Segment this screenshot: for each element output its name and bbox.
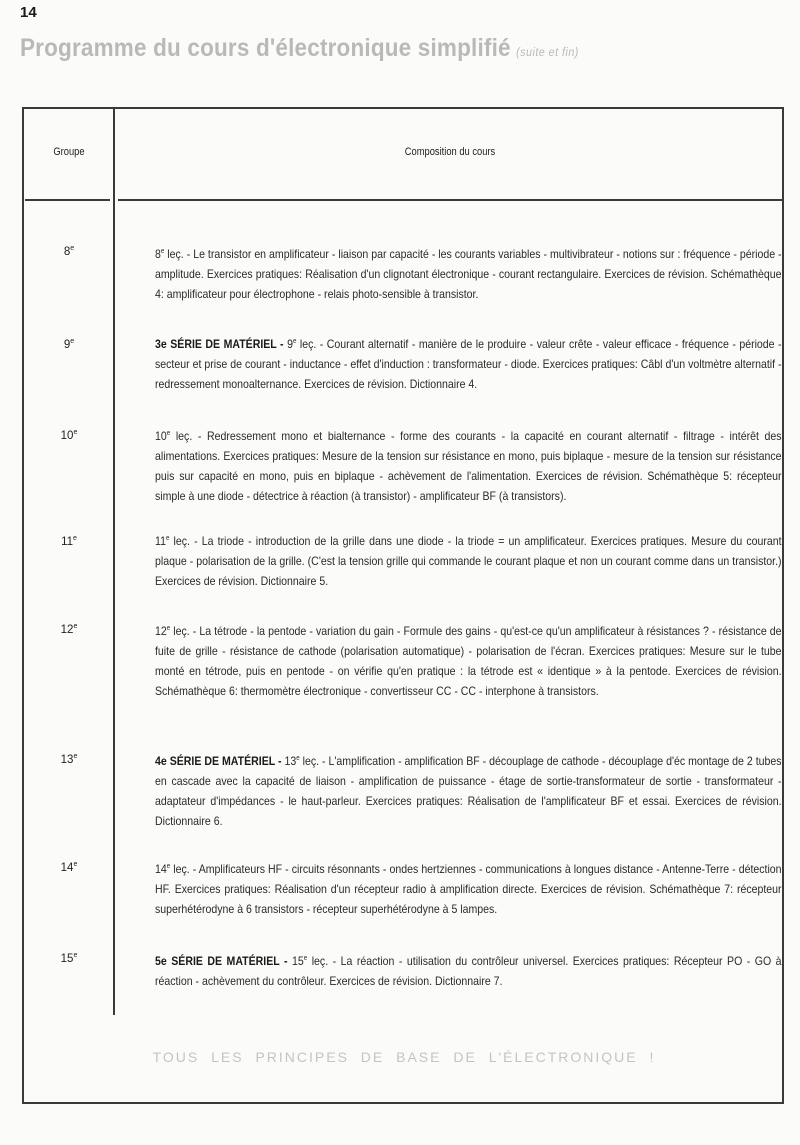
page-subtitle: (suite et fin) bbox=[516, 45, 579, 59]
column-header-composition: Composition du cours bbox=[404, 146, 496, 158]
course-composition: 11e leç. - La triode - introduction de la grille dans une diode - la triode = un amplificateur. Exercices pratiques. Mesure du courant plaque - polarisation de la grille. (C'est la tension grille qui commande le courant plaque et non un courant comme dans un transistor.) Exercices de révision. Dictionnaire 5. bbox=[155, 534, 782, 588]
column-header-groupe: Groupe bbox=[53, 146, 85, 158]
group-number: 12e bbox=[60, 623, 78, 636]
group-number: 15e bbox=[60, 952, 78, 965]
group-number: 13e bbox=[60, 753, 78, 766]
page-title bbox=[20, 34, 579, 63]
footer-slogan: TOUS LES PRINCIPES DE BASE DE L'ÉLECTRONIQUE ! bbox=[152, 1049, 656, 1065]
course-composition: 12e leç. - La tétrode - la pentode - variation du gain - Formule des gains - qu'est-ce qu'un amplificateur à résistances ? - résistance de fuite de grille - résistance de cathode (polarisation automatique) - polarisation de l'écran. Exercices pratiques: Mesure sur le tube monté en tétrode, puis en pentode - on vérifie qu'en pratique : la tétrode est « identique » à la pentode. Exercices de révision. Schémathèque 6: thermomètre électronique - convertisseur CC - CC - interphone à transistors. bbox=[155, 624, 782, 698]
group-number: 14e bbox=[60, 861, 78, 874]
page-title-text: Programme du cours d'électronique simplifié bbox=[20, 34, 511, 62]
group-number: 10e bbox=[60, 429, 78, 442]
course-composition: 14e leç. - Amplificateurs HF - circuits résonnants - ondes hertziennes - communications à longues distance - Antenne-Terre - détection HF. Exercices pratiques: Réalisation d'un récepteur radio à amplification directe. Exercices de révision. Schémathèque 7: récepteur superhétérodyne à 6 transistors - récepteur superhétérodyne à 5 lampes. bbox=[155, 862, 782, 916]
group-number: 11e bbox=[61, 535, 77, 548]
course-composition: 3e SÉRIE DE MATÉRIEL - 9e leç. - Courant alternatif - manière de le produire - valeur crête - valeur efficace - fréquence - période - secteur et prise de courant - inductance - effet d'induction : transformateur - diode. Exercices pratiques: Câbl d'un voltmètre alternatif - redressement monoalternance. Exercices de révision. Dictionnaire 4. bbox=[155, 337, 782, 391]
course-composition: 8e leç. - Le transistor en amplificateur - liaison par capacité - les courants variables - multivibrateur - notions sur : fréquence - période - amplitude. Exercices pratiques: Réalisation d'un clignotant électronique - courant rectangulaire. Exercices de révision. Schémathèque 4: amplificateur pour électrophone - relais photo-sensible à transistor. bbox=[155, 247, 782, 301]
course-composition: 10e leç. - Redressement mono et bialternance - forme des courants - la capacité en courant alternatif - filtrage - intérêt des alimentations. Exercices pratiques: Mesure de la tension sur résistance en mono, puis biplaque - mesure de la tension sur résistance puis sur capacité en mono, puis en biplaque - achèvement de l'alimentation. Exercices de révision. Schémathèque 5: récepteur simple à une diode - détectrice à réaction (à transistor) - amplificateur BF (à transistors). bbox=[155, 429, 782, 503]
course-composition: 5e SÉRIE DE MATÉRIEL - 15e leç. - La réaction - utilisation du contrôleur universel. Exercices pratiques: Récepteur PO - GO à réaction - achèvement du contrôleur. Exercices de révision. Dictionnaire 7. bbox=[155, 954, 782, 988]
header-rule-right bbox=[118, 199, 783, 201]
page-number: 14 bbox=[20, 4, 37, 21]
header-rule-left bbox=[25, 199, 110, 201]
group-number: 8e bbox=[63, 245, 75, 258]
course-composition: 4e SÉRIE DE MATÉRIEL - 13e leç. - L'amplification - amplification BF - découplage de cathode - découplage d'éc montage de 2 tubes en cascade avec la capacité de liaison - amplification de puissance - étage de sortie-transformateur de sortie - transformateur - adaptateur d'impédances - le haut-parleur. Exercices pratiques: Réalisation de l'amplificateur BF et essai. Exercices de révision. Dictionnaire 6. bbox=[155, 754, 782, 828]
column-divider bbox=[113, 108, 115, 1015]
group-number: 9e bbox=[63, 338, 75, 351]
